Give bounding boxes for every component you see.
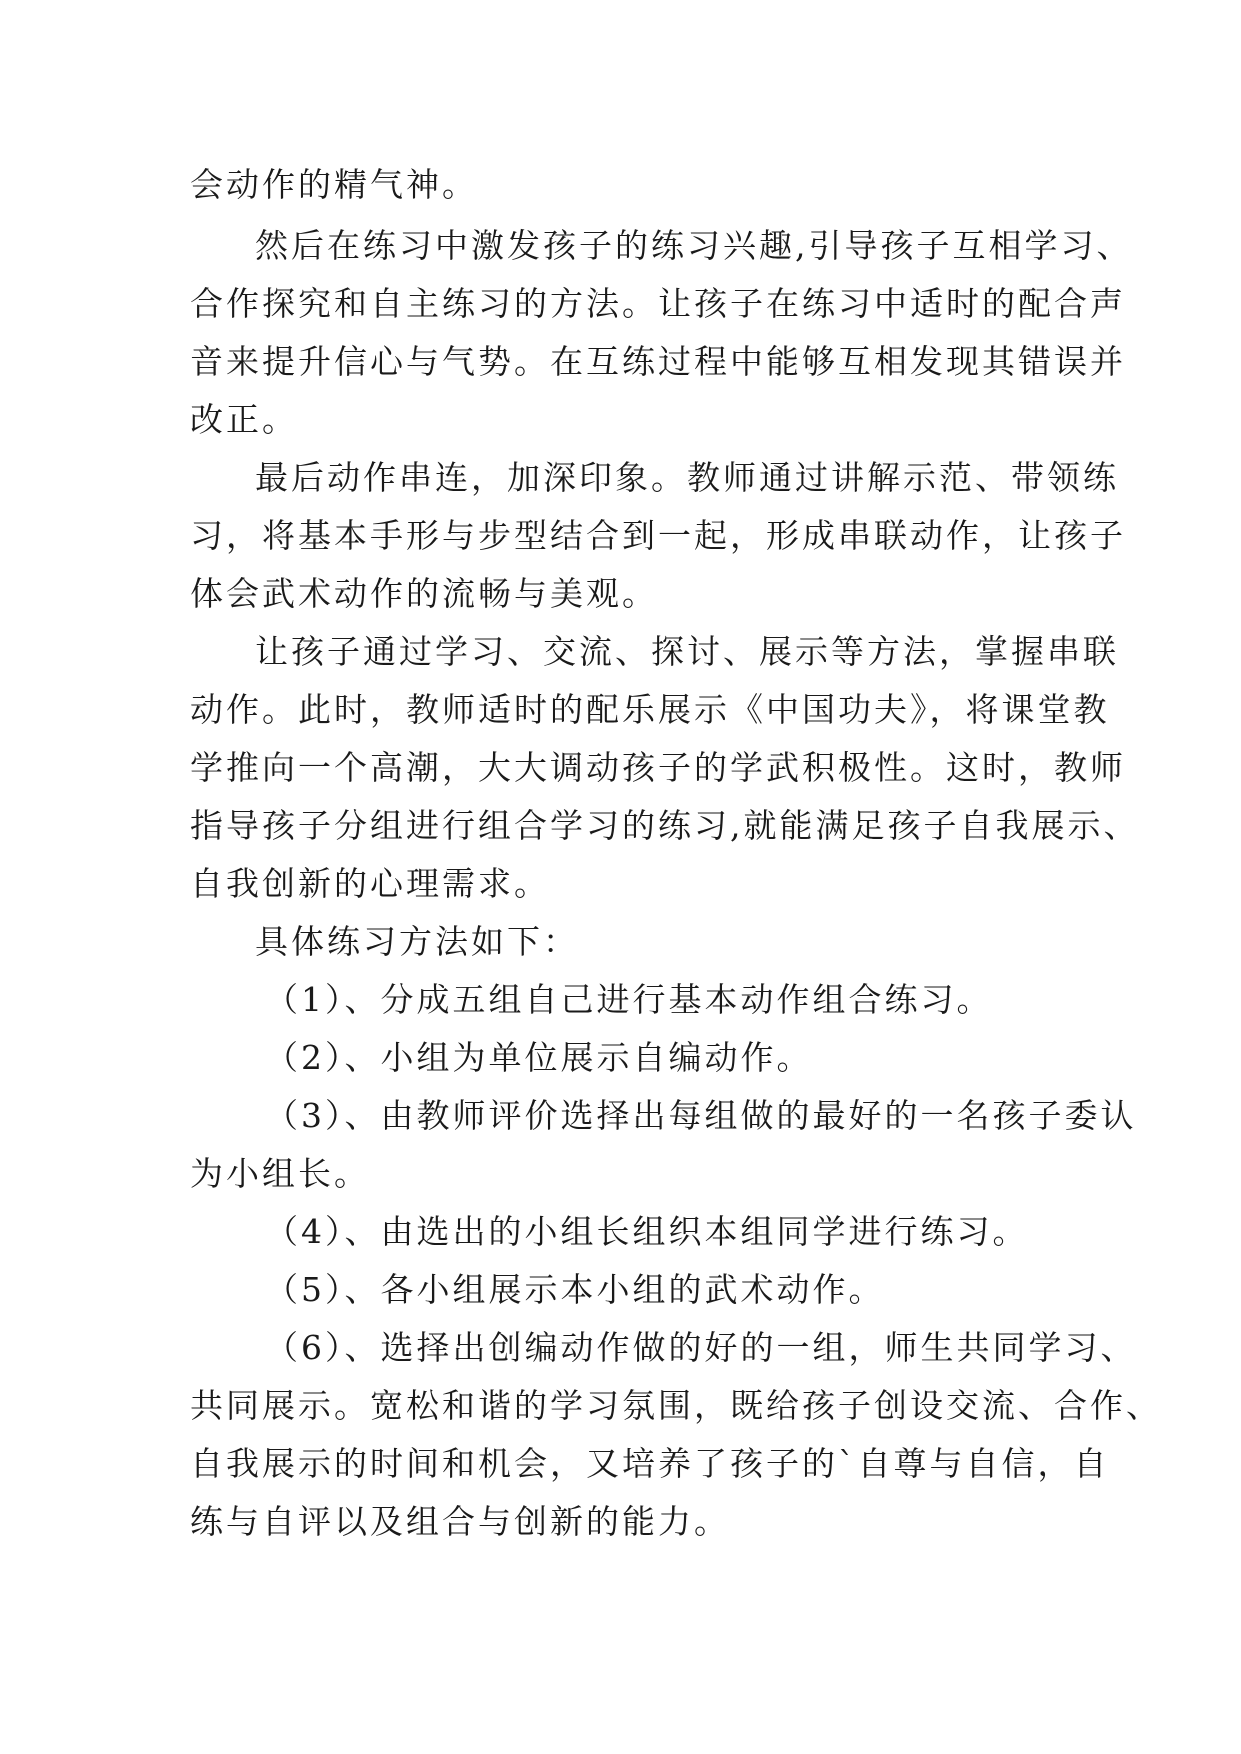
paragraph-line: 合作探究和自主练习的方法。让孩子在练习中适时的配合声 bbox=[190, 284, 1126, 323]
list-item: （1）、分成五组自己进行基本动作组合练习。 bbox=[265, 980, 993, 1019]
paragraph-line: 练与自评以及组合与创新的能力。 bbox=[190, 1502, 730, 1541]
paragraph-line: 然后在练习中激发孩子的练习兴趣,引导孩子互相学习、 bbox=[255, 226, 1133, 265]
list-item: （4）、由选出的小组长组织本组同学进行练习。 bbox=[265, 1212, 1029, 1251]
list-item: （6）、选择出创编动作做的好的一组，师生共同学习、 bbox=[265, 1328, 1137, 1367]
paragraph-line: 具体练习方法如下： bbox=[255, 922, 579, 961]
list-item-continuation: 为小组长。 bbox=[190, 1154, 370, 1193]
paragraph-line: 让孩子通过学习、交流、探讨、展示等方法，掌握串联 bbox=[255, 632, 1119, 671]
paragraph-line: 改正。 bbox=[190, 400, 298, 439]
paragraph-line: 自我创新的心理需求。 bbox=[190, 864, 550, 903]
list-item: （2）、小组为单位展示自编动作。 bbox=[265, 1038, 813, 1077]
paragraph-line: 会动作的精气神。 bbox=[190, 165, 478, 204]
list-item: （5）、各小组展示本小组的武术动作。 bbox=[265, 1270, 885, 1309]
paragraph-line: 最后动作串连，加深印象。教师通过讲解示范、带领练 bbox=[255, 458, 1119, 497]
paragraph-line: 音来提升信心与气势。在互练过程中能够互相发现其错误并 bbox=[190, 342, 1126, 381]
paragraph-line: 学推向一个高潮，大大调动孩子的学武积极性。这时，教师 bbox=[190, 748, 1126, 787]
paragraph-line: 习，将基本手形与步型结合到一起，形成串联动作，让孩子 bbox=[190, 516, 1126, 555]
paragraph-line: 自我展示的时间和机会，又培养了孩子的`自尊与自信，自 bbox=[190, 1444, 1110, 1483]
paragraph-line: 体会武术动作的流畅与美观。 bbox=[190, 574, 658, 613]
list-item: （3）、由教师评价选择出每组做的最好的一名孩子委认 bbox=[265, 1096, 1137, 1135]
paragraph-line: 共同展示。宽松和谐的学习氛围，既给孩子创设交流、合作、 bbox=[190, 1386, 1162, 1425]
paragraph-line: 动作。此时，教师适时的配乐展示《中国功夫》，将课堂教 bbox=[190, 690, 1110, 729]
paragraph-line: 指导孩子分组进行组合学习的练习,就能满足孩子自我展示、 bbox=[190, 806, 1140, 845]
